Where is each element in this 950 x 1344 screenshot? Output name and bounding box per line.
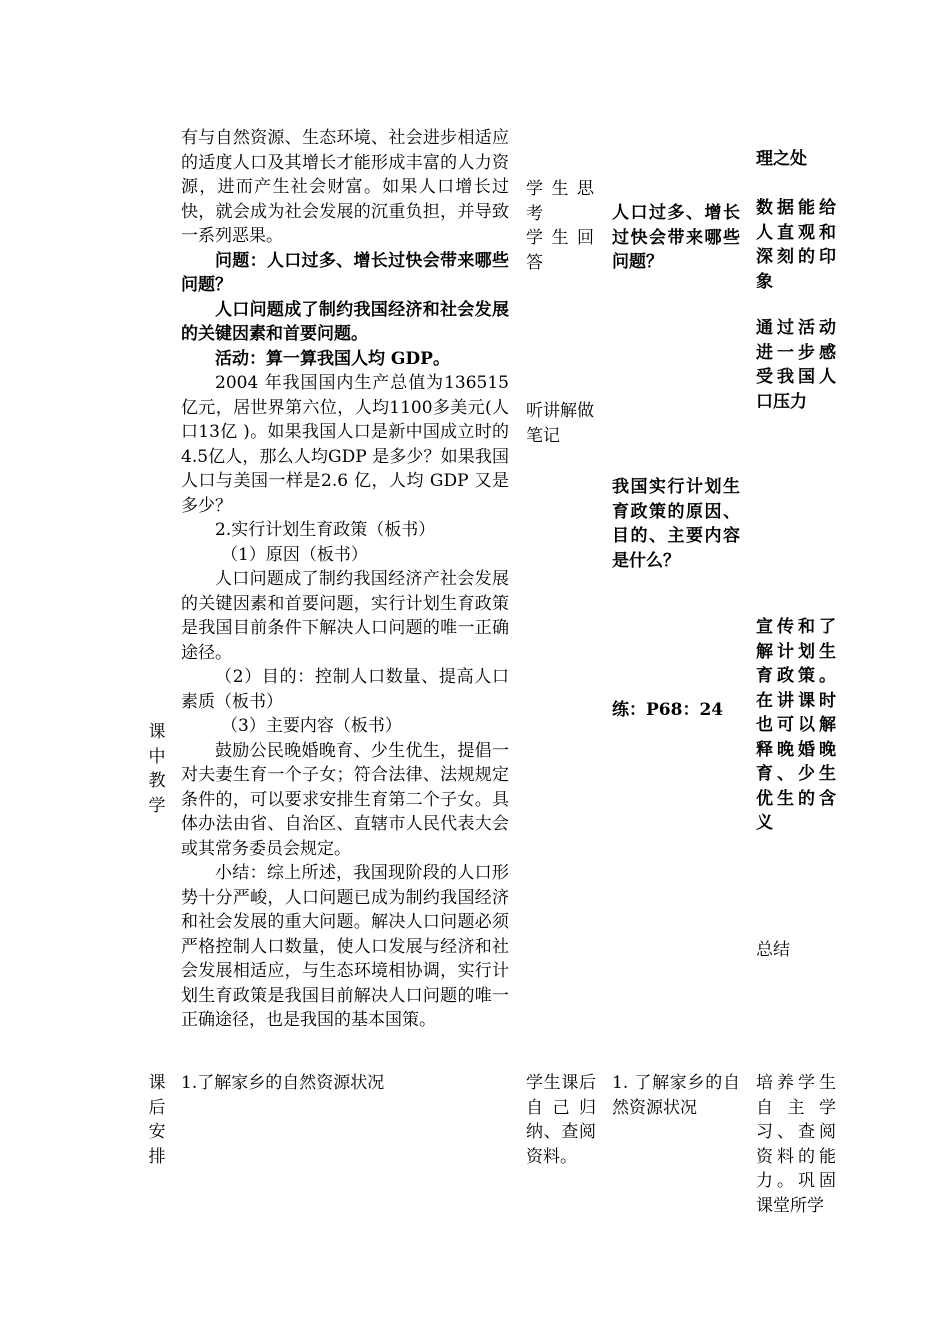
stage-label-in-class: 课 中 教 学 bbox=[148, 722, 166, 816]
paragraph-resources: 有与自然资源、生态环境、社会进步相适应的适度人口及其增长才能形成丰富的人力资源，进而产生社会财富。如果人口增长过快，就会成为社会发展的沉重负担，并导致一系列恶果。 bbox=[181, 128, 509, 246]
teaching-content bbox=[181, 126, 509, 1033]
intent-self-study: 培养学生自主学习、查阅资料的能力。巩固课堂所学 bbox=[756, 1073, 836, 1216]
student-activity-think: 学生思考 学生回答 bbox=[526, 179, 596, 273]
paragraph-reason: 人口问题成了制约我国经济产社会发展的关键因素和首要问题，实行计划生育政策是我国目前条件下解决人口问题的唯一正确途径。 bbox=[181, 569, 509, 663]
subheading-content: （3）主要内容（板书） bbox=[221, 716, 402, 736]
student-activity-notes: 听讲解做笔记 bbox=[526, 401, 594, 446]
intent-activity: 通过活动进一步感受我国人口压力 bbox=[756, 318, 836, 412]
question-family-planning: 我国实行计划生育政策的原因、目的、主要内容是什么？ bbox=[612, 477, 740, 571]
subheading-reason: （1）原因（板书） bbox=[221, 544, 368, 565]
section-heading-family-planning: 2.实行计划生育政策（板书） bbox=[215, 520, 436, 540]
key-problem-statement: 人口问题成了制约我国经济和社会发展的关键因素和首要问题。 bbox=[181, 299, 509, 344]
question-homework: 1. 了解家乡的自然资源状况 bbox=[612, 1073, 740, 1118]
paragraph-summary: 小结：综上所述，我国现阶段的人口形势十分严峻，人口问题已成为制约我国经济和社会发展的重大问题。解决人口问题必须严格控制人口数量，使人口发展与经济和社会发展相适应，与生态环境相协调，实行计划生育政策是我国目前解决人口问题的唯一正确途径，也是我国的基本国策。 bbox=[181, 863, 509, 1030]
paragraph-purpose: （2）目的：控制人口数量、提高人口素质（板书） bbox=[181, 667, 509, 712]
intent-data-impression: 数据能给人直观和深刻的印象 bbox=[756, 198, 836, 292]
question-problems: 人口过多、增长过快会带来哪些问题？ bbox=[612, 203, 740, 272]
homework-text: 1.了解家乡的自然资源状况 bbox=[181, 1073, 385, 1093]
intent-summary: 总结 bbox=[756, 940, 790, 960]
paragraph-gdp: 2004 年我国国内生产总值为136515亿元，居世界第六位，人均1100多美元(人口13亿 )。如果我国人口是新中国成立时的4.5亿人，那么人均GDP 是多少？如果我国人口与美国一样是2.6 亿，人均 GDP 又是多少？ bbox=[181, 373, 509, 516]
stage-label-after-class: 课 后 安 排 bbox=[148, 1073, 166, 1167]
student-activity-after-class: 学生课后自己归纳、查阅资料。 bbox=[526, 1073, 596, 1167]
activity-heading: 活动：算一算我国人均 GDP。 bbox=[215, 348, 450, 369]
paragraph-content: 鼓励公民晚婚晚育、少生优生，提倡一对夫妻生育一个子女；符合法律、法规规定条件的，可以要求安排生育第二个子女。具体办法由省、自治区、直辖市人民代表大会或其常务委员会规定。 bbox=[181, 740, 509, 859]
question-heading: 问题：人口过多、增长过快会带来哪些问题？ bbox=[181, 250, 509, 295]
intent-fragment: 理之处 bbox=[756, 149, 807, 169]
exercise-label: 练：P68：24 bbox=[612, 700, 724, 720]
intent-policy: 宣传和了解计划生育政策。在讲课时也可以解释晚婚晚育、少生优生的含义 bbox=[756, 617, 836, 833]
